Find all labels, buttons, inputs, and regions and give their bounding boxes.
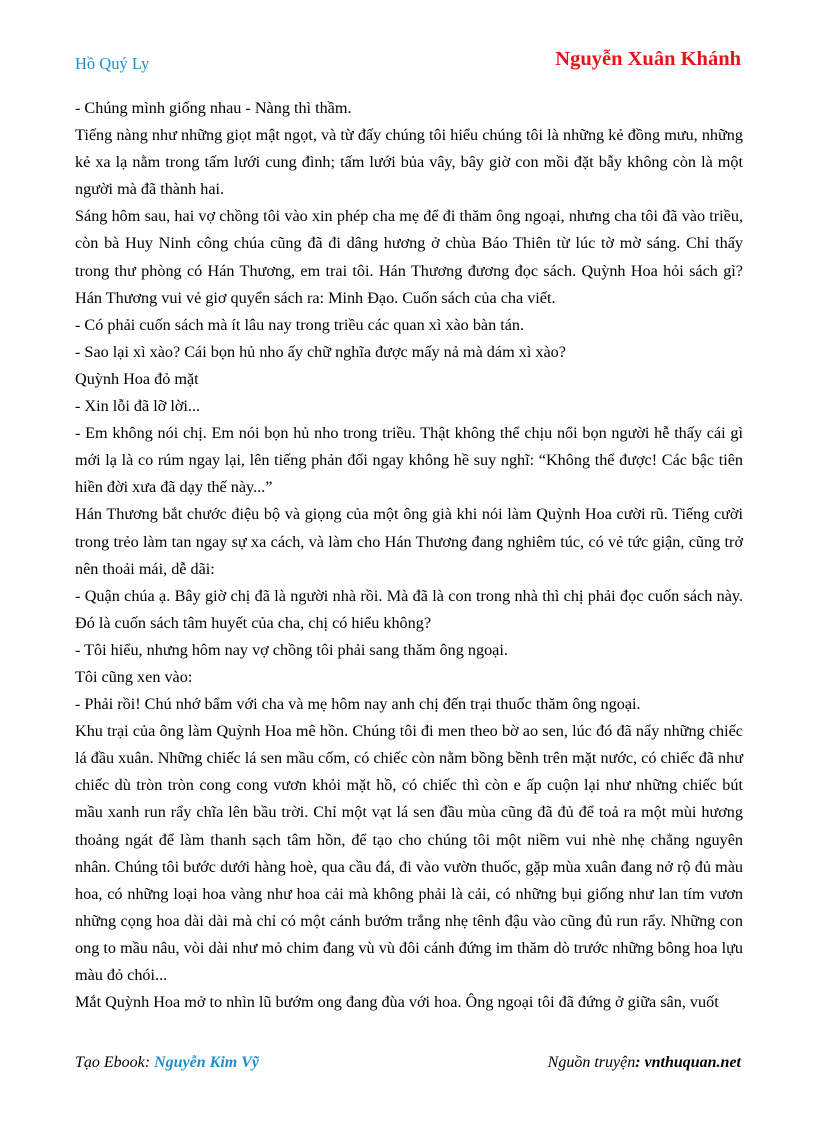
ebook-credit: Tạo Ebook: Nguyễn Kim Vỹ — [75, 1054, 259, 1071]
paragraph: - Em không nói chị. Em nói bọn hủ nho trong triều. Thật không thể chịu nổi bọn người hễ thấy cái gì mới lạ là co rúm ngay lại, lên tiếng phản đối ngay không hề suy nghĩ: “Không thể được! Các bậc tiên hiền đời xưa đã dạy thế này...” — [75, 424, 743, 497]
ebook-creator: Nguyễn Kim Vỹ — [154, 1054, 259, 1071]
paragraph: - Quận chúa ạ. Bây giờ chị đã là người nhà rồi. Mà đã là con trong nhà thì chị phải đọc cuốn sách này. Đó là cuốn sách tâm huyết của cha, chị có hiểu không? — [75, 586, 743, 632]
page-header — [75, 48, 741, 78]
paragraph: - Phải rồi! Chú nhớ bẩm với cha và mẹ hôm nay anh chị đến trại thuốc thăm ông ngoại. — [75, 695, 641, 714]
paragraph: - Xin lỗi đã lỡ lời... — [75, 397, 201, 416]
paragraph: - Tôi hiểu, nhưng hôm nay vợ chồng tôi phải sang thăm ông ngoại. — [75, 640, 508, 659]
paragraph: Sáng hôm sau, hai vợ chồng tôi vào xin phép cha mẹ để đi thăm ông ngoại, nhưng cha tôi đã vào triều, còn bà Huy Ninh công chúa cũng đã đi dâng hương ở chùa Báo Thiên từ lúc tờ mờ sáng. Chỉ thấy trong thư phòng có Hán Thương, em trai tôi. Hán Thương đương đọc sách. Quỳnh Hoa hỏi sách gì? Hán Thương vui vẻ giơ quyển sách ra: Minh Đạo. Cuốn sách của cha viết. — [75, 207, 743, 307]
source-credit: Nguồn truyện: vnthuquan.net — [547, 1054, 741, 1071]
author-name: Nguyễn Xuân Khánh — [555, 48, 741, 70]
paragraph: Tôi cũng xen vào: — [75, 667, 193, 686]
page-body — [75, 95, 743, 1016]
book-title: Hồ Quý Ly — [75, 54, 150, 73]
paragraph: - Có phải cuốn sách mà ít lâu nay trong triều các quan xì xào bàn tán. — [75, 315, 525, 334]
paragraph: - Chúng mình giống nhau - Nàng thì thầm. — [75, 99, 352, 117]
paragraph: Tiếng nàng như những giọt mật ngọt, và từ đấy chúng tôi hiểu chúng tôi là những kẻ đồng mưu, những kẻ xa lạ nằm trong tấm lưới cung đình; tấm lưới bủa vây, bây giờ con mồi đặt bẫy không còn là một người mà đã thành hai. — [75, 126, 743, 199]
paragraph: Mắt Quỳnh Hoa mở to nhìn lũ bướm ong đang đùa với hoa. Ông ngoại tôi đã đứng ở giữa sân, vuốt — [75, 993, 719, 1012]
source-label: Nguồn truyện — [547, 1054, 636, 1071]
paragraph: Hán Thương bắt chước điệu bộ và giọng của một ông già khi nói làm Quỳnh Hoa cười rũ. Tiếng cười trong trẻo làm tan ngay sự xa cách, và làm cho Hán Thương đang nghiêm túc, có vẻ tức giận, cũng trở nên thoải mái, dễ dãi: — [75, 505, 743, 578]
paragraph: Quỳnh Hoa đỏ mặt — [75, 369, 199, 388]
source-site: vnthuquan.net — [644, 1054, 741, 1071]
paragraph: Khu trại của ông làm Quỳnh Hoa mê hồn. Chúng tôi đi men theo bờ ao sen, lúc đó đã nẩy những chiếc lá đầu xuân. Những chiếc lá sen mầu cốm, có chiếc còn nằm bồng bềnh trên mặt nước, có chiếc đã như chiếc dù tròn tròn cong cong vươn khỏi mặt hồ, có chiếc thì còn e ấp cuộn lại như những chiếc bút mầu xanh run rẩy chĩa lên bầu trời. Chỉ một vạt lá sen đầu mùa cũng đã đủ để toả ra một mùi hương thoảng ngát để làm thanh sạch tâm hồn, để tạo cho chúng tôi một niềm vui nhè nhẹ chẳng nguyên nhân. Chúng tôi bước dưới hàng hoè, qua cầu đá, đi vào vườn thuốc, gặp mùa xuân đang nở rộ đủ màu hoa, có những loại hoa vàng như hoa cải mà không phải là cải, có những bụi giống như lan tím vươn những cọng hoa dài dài mà chỉ có một cánh bướm trắng nhẹ tênh đậu vào cũng đủ run rẩy. Những con ong to mầu nâu, vòi dài như mỏ chim đang vù vù đôi cánh đứng im thăm dò trước những bông hoa lựu màu đỏ chói... — [75, 722, 743, 984]
page-footer — [75, 1054, 741, 1078]
paragraph: - Sao lại xì xào? Cái bọn hủ nho ấy chữ nghĩa được mấy nả mà dám xì xào? — [75, 342, 566, 361]
ebook-label: Tạo Ebook — [75, 1054, 145, 1071]
